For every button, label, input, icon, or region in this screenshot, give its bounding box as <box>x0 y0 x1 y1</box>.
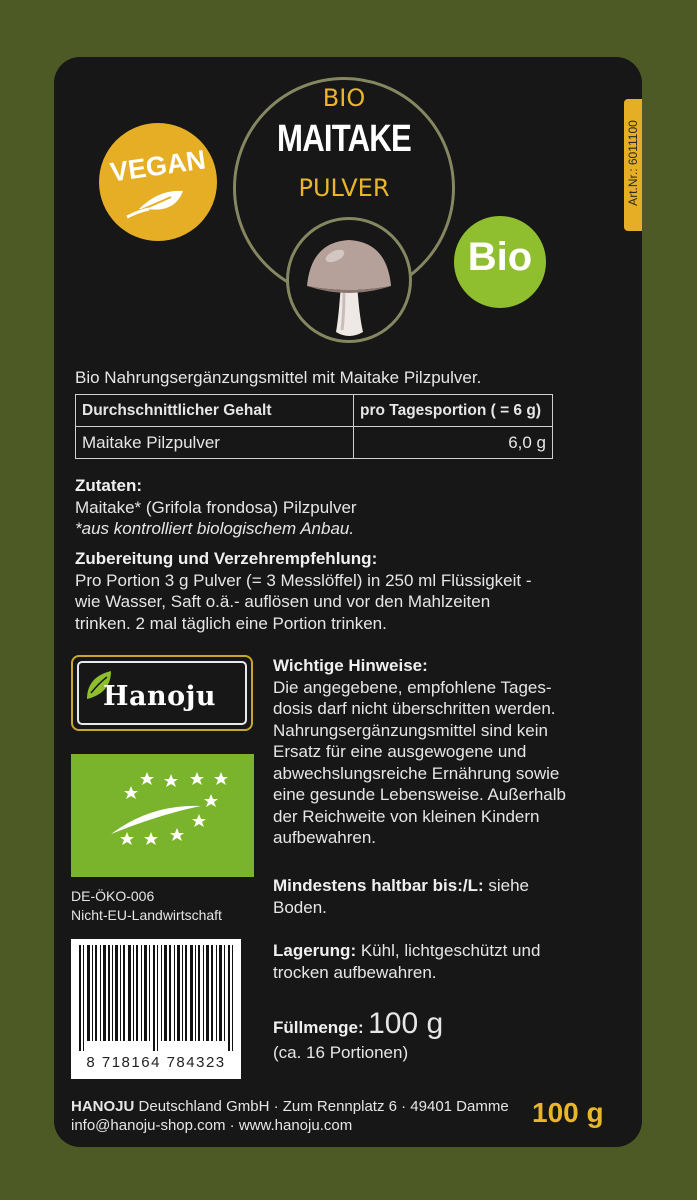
cert-code: DE-ÖKO-006 <box>71 888 155 904</box>
storage-section <box>273 940 633 983</box>
ingredients-text: Maitake* (Grifola frondosa) Pilzpulver <box>75 497 357 517</box>
notes-line: dosis darf nicht überschritten werden. <box>273 699 556 718</box>
preparation-heading: Zubereitung und Verzehrempfehlung: <box>75 549 378 568</box>
product-name: MAITAKE <box>277 118 411 160</box>
fill-label: Füllmenge: <box>273 1018 364 1037</box>
fill-portions: (ca. 16 Portionen) <box>273 1043 409 1062</box>
preparation-line: trinken. 2 mal täglich eine Portion trinken. <box>75 613 387 633</box>
intro-text: Bio Nahrungsergänzungsmittel mit Maitake Pilzpulver. <box>75 368 482 387</box>
article-number: Art.Nr.: 6011100 <box>626 120 640 206</box>
company-address: Deutschland GmbH · Zum Rennplatz 6 · 49401 Damme <box>138 1098 509 1115</box>
best-before-text: siehe <box>488 876 530 895</box>
best-before-label: Mindestens haltbar bis:/L: <box>273 876 484 895</box>
certification <box>71 887 222 925</box>
preparation-line: Pro Portion 3 g Pulver (= 3 Messlöffel) in 250 ml Flüssigkeit - <box>75 570 532 590</box>
notes-line: eine gesunde Lebensweise. Außerhalb <box>273 785 566 804</box>
bio-badge-text: Bio <box>467 235 533 279</box>
barcode-number: 8 718164 784323 <box>86 1054 226 1071</box>
table-header-cell: pro Tagesportion ( = 6 g) <box>354 395 553 427</box>
table-header-row <box>76 395 553 427</box>
ingredients-section <box>75 475 635 540</box>
product-form: PULVER <box>298 174 390 202</box>
brand-name: Hanoju <box>103 681 217 712</box>
storage-text: Kühl, lichtgeschützt und <box>360 941 541 960</box>
vegan-text: VEGAN <box>108 144 208 188</box>
notes-line: Die angegebene, empfohlene Tages- <box>273 677 552 697</box>
best-before-section <box>273 875 633 918</box>
table-row <box>76 427 553 459</box>
eu-organic-logo <box>71 754 254 877</box>
cert-origin: Nicht-EU-Landwirtschaft <box>71 907 222 923</box>
ingredients-heading: Zutaten: <box>75 476 143 495</box>
eu-leaf-stars-icon <box>71 754 254 877</box>
fill-section <box>273 1007 633 1063</box>
company-contact: info@hanoju-shop.com · www.hanoju.com <box>71 1117 353 1134</box>
storage-label: Lagerung: <box>273 941 357 960</box>
company-name: HANOJU <box>71 1098 135 1115</box>
mushroom-icon <box>289 220 409 340</box>
notes-heading: Wichtige Hinweise: <box>273 656 428 675</box>
product-label <box>54 57 642 1147</box>
barcode <box>71 939 241 1079</box>
storage-text-2: trocken aufbewahren. <box>273 962 437 982</box>
leaf-icon <box>99 123 217 241</box>
barcode-bars <box>71 939 241 1051</box>
article-number-tab <box>624 99 642 231</box>
notes-line: abwechslungsreiche Ernährung sowie <box>273 763 560 783</box>
fill-value: 100 g <box>368 1007 444 1040</box>
table-header-cell: Durchschnittlicher Gehalt <box>76 395 354 427</box>
best-before-text-2: Boden. <box>273 897 327 917</box>
preparation-section <box>75 548 635 634</box>
vegan-badge <box>99 123 217 241</box>
table-cell: Maitake Pilzpulver <box>76 427 354 459</box>
ingredients-note: *aus kontrolliert biologischem Anbau. <box>75 519 355 538</box>
table-cell: 6,0 g <box>354 427 553 459</box>
notes-line: der Reichweite von kleinen Kindern <box>273 806 540 826</box>
preparation-line: wie Wasser, Saft o.ä.- auflösen und vor den Mahlzeiten <box>75 592 491 611</box>
notes-line: Ersatz für eine ausgewogene und <box>273 742 527 761</box>
notes-line: Nahrungsergänzungsmittel sind kein <box>273 720 548 740</box>
bio-badge <box>454 216 546 308</box>
mushroom-ring <box>286 217 412 343</box>
notes-line: aufbewahren. <box>273 828 377 847</box>
notes-section <box>273 655 633 849</box>
net-weight: 100 g <box>532 1097 604 1128</box>
footer <box>71 1097 509 1135</box>
brand-logo <box>71 655 253 731</box>
header-bio: BIO <box>322 84 366 112</box>
nutrition-table <box>75 394 553 459</box>
